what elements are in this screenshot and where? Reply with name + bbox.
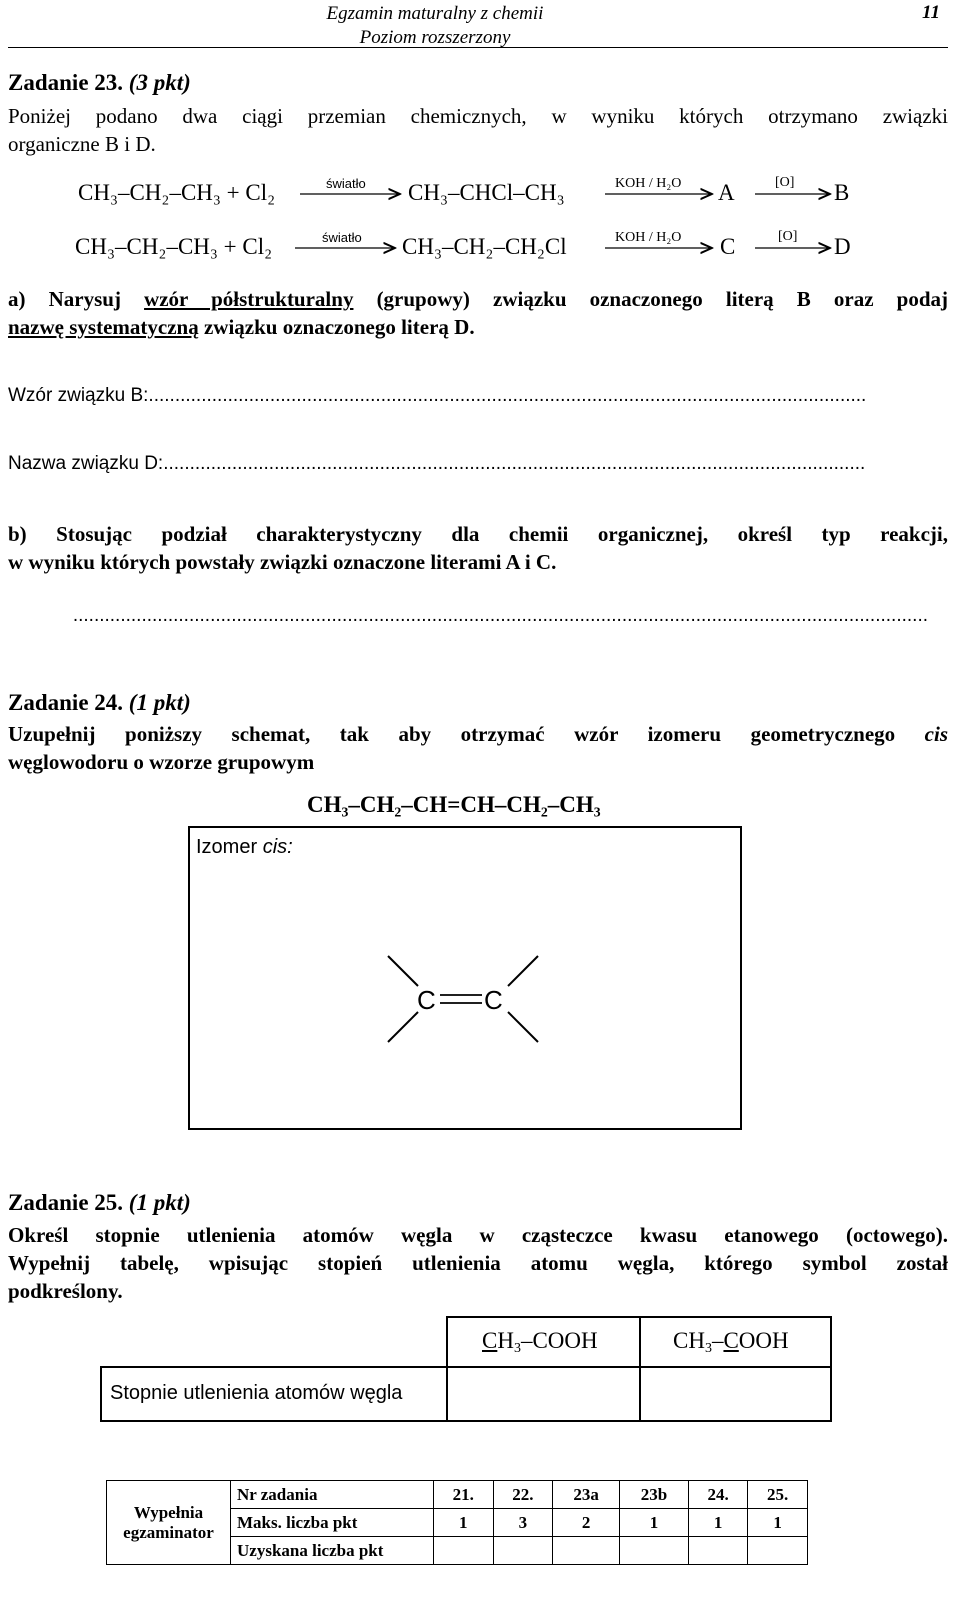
row1-product1: CH₃–CHCl–CH₃ <box>408 180 565 205</box>
row2-product2: C <box>720 234 736 259</box>
exam-level: Poziom rozszerzony <box>359 27 511 48</box>
oxidation-answer-c1[interactable] <box>448 1368 637 1420</box>
row1-arrow3-label: [O] <box>775 175 795 190</box>
oxidation-row-label: Stopnie utlenienia atomów węgla <box>110 1382 403 1404</box>
score-cell: 1 <box>620 1509 689 1537</box>
task25-text-line1: Określ stopnie utlenienia atomów węgla w cząsteczce kwasu etanowego (octowego). <box>8 1223 948 1247</box>
task23-part-a-line2: nazwę systematyczną związku oznaczonego literą D. <box>8 315 475 339</box>
answer-field-part-b[interactable]: .................................................................................................................................................................. <box>72 605 928 626</box>
score-cell: 1 <box>688 1509 748 1537</box>
double-bond-skeleton <box>380 950 550 1050</box>
score-input-cell[interactable] <box>748 1537 808 1565</box>
score-cell: 23a <box>553 1481 620 1509</box>
score-row-label: Nr zadania <box>231 1481 434 1509</box>
task24-text-line2: węglowodoru o wzorze grupowym <box>8 750 315 774</box>
row2-product1: CH₃–CH₂–CH₂Cl <box>402 234 567 259</box>
score-table <box>230 1480 808 1565</box>
row1-arrow1-label: światło <box>326 176 366 191</box>
task24-formula: CH₃–CH₂–CH=CH–CH₂–CH₃ <box>307 792 601 817</box>
row2-arrow1-label: światło <box>322 230 362 245</box>
row1-product2: A <box>718 180 735 205</box>
row2-arrow3-label: [O] <box>778 229 798 244</box>
task24-text-line1: Uzupełnij poniższy schemat, tak aby otrzymać wzór izomeru geometrycznego cis <box>8 722 948 746</box>
score-cell: 22. <box>493 1481 553 1509</box>
score-cell: 23b <box>620 1481 689 1509</box>
exam-header <box>285 2 585 50</box>
page-number: 11 <box>922 2 940 23</box>
score-input-cell[interactable] <box>434 1537 494 1565</box>
answer-field-d[interactable]: Nazwa związku D:..................................................................................................................................... <box>8 453 866 474</box>
score-cell: 1 <box>748 1509 808 1537</box>
reaction-scheme <box>0 160 960 280</box>
score-row-tasks <box>231 1481 808 1509</box>
score-row-max <box>231 1509 808 1537</box>
isomer-box-label: Izomer cis: <box>196 836 293 858</box>
exam-title: Egzamin maturalny z chemii <box>326 3 544 24</box>
acetic-acid-c2-header: $CH_3$–COOH <box>673 1328 789 1356</box>
score-input-cell[interactable] <box>620 1537 689 1565</box>
task25-heading: Zadanie 25. (1 pkt) <box>8 1190 191 1215</box>
task25-text-line2: Wypełnij tabelę, wpisując stopień utlenienia atomu węgla, którego symbol został <box>8 1251 948 1275</box>
score-row-label: Uzyskana liczba pkt <box>231 1537 434 1565</box>
score-cell: 24. <box>688 1481 748 1509</box>
carbon-right: C <box>484 985 503 1015</box>
answer-field-b[interactable]: Wzór związku B:........................................................................................................................................ <box>8 385 867 406</box>
score-input-cell[interactable] <box>493 1537 553 1565</box>
score-cell: 1 <box>434 1509 494 1537</box>
score-input-cell[interactable] <box>553 1537 620 1565</box>
acetic-acid-c1-header: $CH_3$–COOH <box>482 1328 598 1356</box>
row1-reactant: CH₃–CH₂–CH₃ + Cl₂ <box>78 180 276 205</box>
score-input-cell[interactable] <box>688 1537 748 1565</box>
row1-product3: B <box>834 180 850 205</box>
score-row-obtained <box>231 1537 808 1565</box>
row2-product3: D <box>834 234 851 259</box>
task23-part-b-line2: w wyniku których powstały związki oznaczone literami A i C. <box>8 550 557 574</box>
task25-text-line3: podkreślony. <box>8 1279 123 1303</box>
task23-intro-line2: organiczne B i D. <box>8 132 156 156</box>
score-row-label: Maks. liczba pkt <box>231 1509 434 1537</box>
row2-reactant: CH₃–CH₂–CH₃ + Cl₂ <box>75 234 273 259</box>
score-cell: 2 <box>553 1509 620 1537</box>
score-cell: 21. <box>434 1481 494 1509</box>
row2-arrow2-label: KOH / H₂O <box>615 230 682 245</box>
header-divider <box>8 47 948 48</box>
task23-intro-line1: Poniżej podano dwa ciągi przemian chemicznych, w wyniku których otrzymano związki <box>8 104 948 128</box>
task23-heading: Zadanie 23. (3 pkt) <box>8 70 191 95</box>
carbon-left: C <box>417 985 436 1015</box>
task23-part-a-line1: a) Narysuj wzór półstrukturalny (grupowy) związku oznaczonego literą B oraz podaj <box>8 287 948 311</box>
examiner-label: Wypełnia egzaminator <box>106 1480 231 1565</box>
score-cell: 25. <box>748 1481 808 1509</box>
row1-arrow2-label: KOH / H₂O <box>615 176 682 191</box>
oxidation-answer-c2[interactable] <box>641 1368 830 1420</box>
task23-part-b-line1: b) Stosując podział charakterystyczny dla chemii organicznej, określ typ reakcji, <box>8 522 948 546</box>
task24-heading: Zadanie 24. (1 pkt) <box>8 690 191 715</box>
score-cell: 3 <box>493 1509 553 1537</box>
